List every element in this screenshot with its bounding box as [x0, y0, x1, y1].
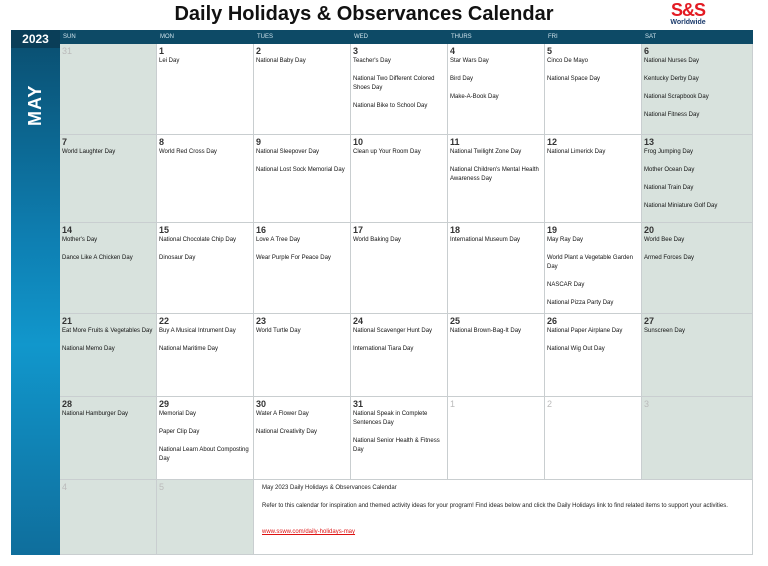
holiday-event: National Lost Sock Memorial Day	[256, 167, 345, 173]
day-number: 1	[450, 399, 456, 409]
day-number: 18	[450, 225, 461, 235]
weekday-wed: WED	[354, 34, 368, 40]
note-heading: May 2023 Daily Holidays & Observances Calendar	[262, 485, 397, 491]
day-number: 3	[353, 46, 359, 56]
holiday-event: Water A Flower Day	[256, 411, 309, 417]
holiday-event: Mother Ocean Day	[644, 167, 695, 173]
holiday-event: Make-A-Book Day	[450, 94, 499, 100]
day-number: 17	[353, 225, 364, 235]
weekday-mon: MON	[160, 34, 174, 40]
day-cell	[157, 44, 254, 135]
day-number: 9	[256, 137, 262, 147]
day-number: 31	[353, 399, 364, 409]
day-number: 30	[256, 399, 267, 409]
day-number: 20	[644, 225, 655, 235]
day-number: 5	[547, 46, 553, 56]
day-number: 1	[159, 46, 165, 56]
holiday-event: Buy A Musical Intrument Day	[159, 328, 236, 334]
holiday-event: National Creativity Day	[256, 429, 318, 435]
holiday-event: World Turtle Day	[256, 328, 301, 334]
holiday-event: National Learn About Composting Day	[159, 447, 249, 462]
holiday-event: National Paper Airplane Day	[547, 328, 623, 334]
holiday-event: Dance Like A Chicken Day	[62, 255, 133, 261]
holiday-event: Frog Jumping Day	[644, 149, 694, 155]
holiday-event: National Fitness Day	[644, 112, 700, 118]
day-cell	[60, 397, 157, 480]
day-cell	[157, 135, 254, 223]
holiday-event: Teacher's Day	[353, 58, 391, 64]
day-number: 12	[547, 137, 558, 147]
day-cell	[351, 44, 448, 135]
holiday-event: World Bee Day	[644, 237, 685, 243]
weekday-thu: THURS	[451, 34, 472, 40]
day-cell	[60, 314, 157, 397]
holiday-event: National Scrapbook Day	[644, 94, 709, 100]
holiday-event: Paper Clip Day	[159, 429, 200, 435]
holiday-event: Eat More Fruits & Vegetables Day	[62, 328, 153, 334]
holiday-event: Mother's Day	[62, 237, 98, 243]
day-number: 7	[62, 137, 68, 147]
holiday-event: National Wig Out Day	[547, 346, 605, 352]
weekday-sun: SUN	[63, 34, 76, 40]
holiday-event: National Chocolate Chip Day	[159, 237, 237, 243]
day-cell	[351, 223, 448, 314]
holiday-event: Lei Day	[159, 58, 180, 64]
day-cell	[448, 44, 545, 135]
holiday-event: National Nurses Day	[644, 58, 700, 64]
day-number: 31	[62, 46, 73, 56]
note-body: Refer to this calendar for inspiration and themed activity ideas for your program! Find ideas below and click the Daily Holidays link to find related items to support your activities.	[262, 503, 728, 509]
day-cell	[254, 44, 351, 135]
holiday-event: International Tiara Day	[353, 346, 414, 352]
holiday-event: National Maritime Day	[159, 346, 219, 352]
day-number: 25	[450, 316, 461, 326]
holiday-event: NASCAR Day	[547, 282, 585, 288]
day-cell	[254, 397, 351, 480]
holiday-event: National Two Different Colored Shoes Day	[353, 76, 435, 91]
holiday-event: National Scavenger Hunt Day	[353, 328, 433, 334]
daily-holidays-link[interactable]: www.ssww.com/daily-holidays-may	[262, 529, 356, 535]
day-number: 28	[62, 399, 73, 409]
day-cell	[157, 397, 254, 480]
day-number: 27	[644, 316, 655, 326]
day-cell	[642, 397, 753, 480]
day-cell	[448, 314, 545, 397]
holiday-event: Dinosaur Day	[159, 255, 196, 261]
day-number: 15	[159, 225, 170, 235]
holiday-event: Memorial Day	[159, 411, 197, 417]
holiday-event: National Bike to School Day	[353, 103, 428, 109]
day-cell	[254, 314, 351, 397]
holiday-event: National Speak in Complete Sentences Day	[353, 411, 428, 426]
day-number: 22	[159, 316, 170, 326]
holiday-event: World Red Cross Day	[159, 149, 217, 155]
day-cell	[448, 223, 545, 314]
day-number: 2	[547, 399, 553, 409]
holiday-event: World Laughter Day	[62, 149, 116, 155]
holiday-event: National Space Day	[547, 76, 601, 82]
holiday-event: May Ray Day	[547, 237, 584, 243]
day-number: 4	[450, 46, 456, 56]
day-cell	[642, 44, 753, 135]
page-title: Daily Holidays & Observances Calendar	[174, 3, 554, 25]
day-cell	[545, 314, 642, 397]
day-number: 11	[450, 137, 460, 147]
day-cell	[448, 135, 545, 223]
holiday-event: Kentucky Derby Day	[644, 76, 699, 82]
holiday-event: Bird Day	[450, 76, 474, 82]
holiday-event: National Miniature Golf Day	[644, 203, 718, 209]
holiday-event: International Museum Day	[450, 237, 521, 243]
day-number: 5	[159, 482, 165, 492]
day-cell	[60, 135, 157, 223]
day-cell	[254, 223, 351, 314]
day-number: 23	[256, 316, 267, 326]
weekday-fri: FRI	[548, 34, 558, 40]
logo-subtitle: Worldwide	[670, 19, 706, 26]
day-number: 8	[159, 137, 165, 147]
day-cell	[157, 314, 254, 397]
day-number: 13	[644, 137, 655, 147]
holiday-event: Love A Tree Day	[256, 237, 301, 243]
day-cell	[351, 135, 448, 223]
day-number: 21	[62, 316, 73, 326]
holiday-event: Clean up Your Room Day	[353, 149, 421, 155]
day-cell	[448, 397, 545, 480]
holiday-event: Wear Purple For Peace Day	[256, 255, 331, 261]
holiday-event: National Train Day	[644, 185, 694, 191]
day-cell	[157, 223, 254, 314]
day-number: 29	[159, 399, 170, 409]
holiday-event: National Twilight Zone Day	[450, 149, 522, 155]
day-number: 10	[353, 137, 364, 147]
day-cell	[157, 480, 254, 555]
day-number: 2	[256, 46, 262, 56]
day-number: 3	[644, 399, 650, 409]
day-cell	[254, 135, 351, 223]
holiday-event: National Baby Day	[256, 58, 306, 64]
year-label: 2023	[11, 30, 60, 48]
day-number: 26	[547, 316, 558, 326]
day-cell	[351, 314, 448, 397]
holiday-event: National Brown-Bag-It Day	[450, 328, 522, 334]
day-number: 16	[256, 225, 267, 235]
holiday-event: National Sleepover Day	[256, 149, 320, 155]
holiday-event: Armed Forces Day	[644, 255, 695, 261]
holiday-event: National Memo Day	[62, 346, 115, 352]
holiday-event: National Senior Health & Fitness Day	[353, 438, 440, 453]
day-cell	[351, 397, 448, 480]
calendar-grid	[60, 44, 753, 555]
day-cell	[545, 135, 642, 223]
day-cell	[545, 223, 642, 314]
day-cell	[60, 223, 157, 314]
holiday-event: Star Wars Day	[450, 58, 489, 64]
day-cell	[545, 397, 642, 480]
holiday-event: World Baking Day	[353, 237, 401, 243]
day-number: 14	[62, 225, 73, 235]
day-number: 4	[62, 482, 68, 492]
weekday-header	[60, 30, 753, 44]
day-cell	[60, 480, 157, 555]
day-cell	[60, 44, 157, 135]
logo-mark: S&S	[670, 0, 705, 20]
month-label: MAY	[25, 84, 45, 126]
day-number: 6	[644, 46, 650, 56]
holiday-event: National Limerick Day	[547, 149, 606, 155]
day-cell	[545, 44, 642, 135]
weekday-tue: TUES	[257, 34, 274, 40]
holiday-event: National Children's Mental Health Awareness Day	[450, 167, 539, 182]
weekday-sat: SAT	[645, 34, 657, 40]
day-number: 19	[547, 225, 558, 235]
brand-logo[interactable]	[664, 1, 712, 29]
day-cell	[642, 314, 753, 397]
calendar-note	[254, 480, 753, 555]
holiday-event: Sunscreen Day	[644, 328, 686, 334]
day-cell	[642, 223, 753, 314]
holiday-event: National Hamburger Day	[62, 411, 129, 417]
holiday-event: Cinco De Mayo	[547, 58, 589, 64]
day-number: 24	[353, 316, 364, 326]
holiday-event: National Pizza Party Day	[547, 300, 614, 306]
holiday-event: World Plant a Vegetable Garden Day	[547, 255, 633, 270]
day-cell	[642, 135, 753, 223]
